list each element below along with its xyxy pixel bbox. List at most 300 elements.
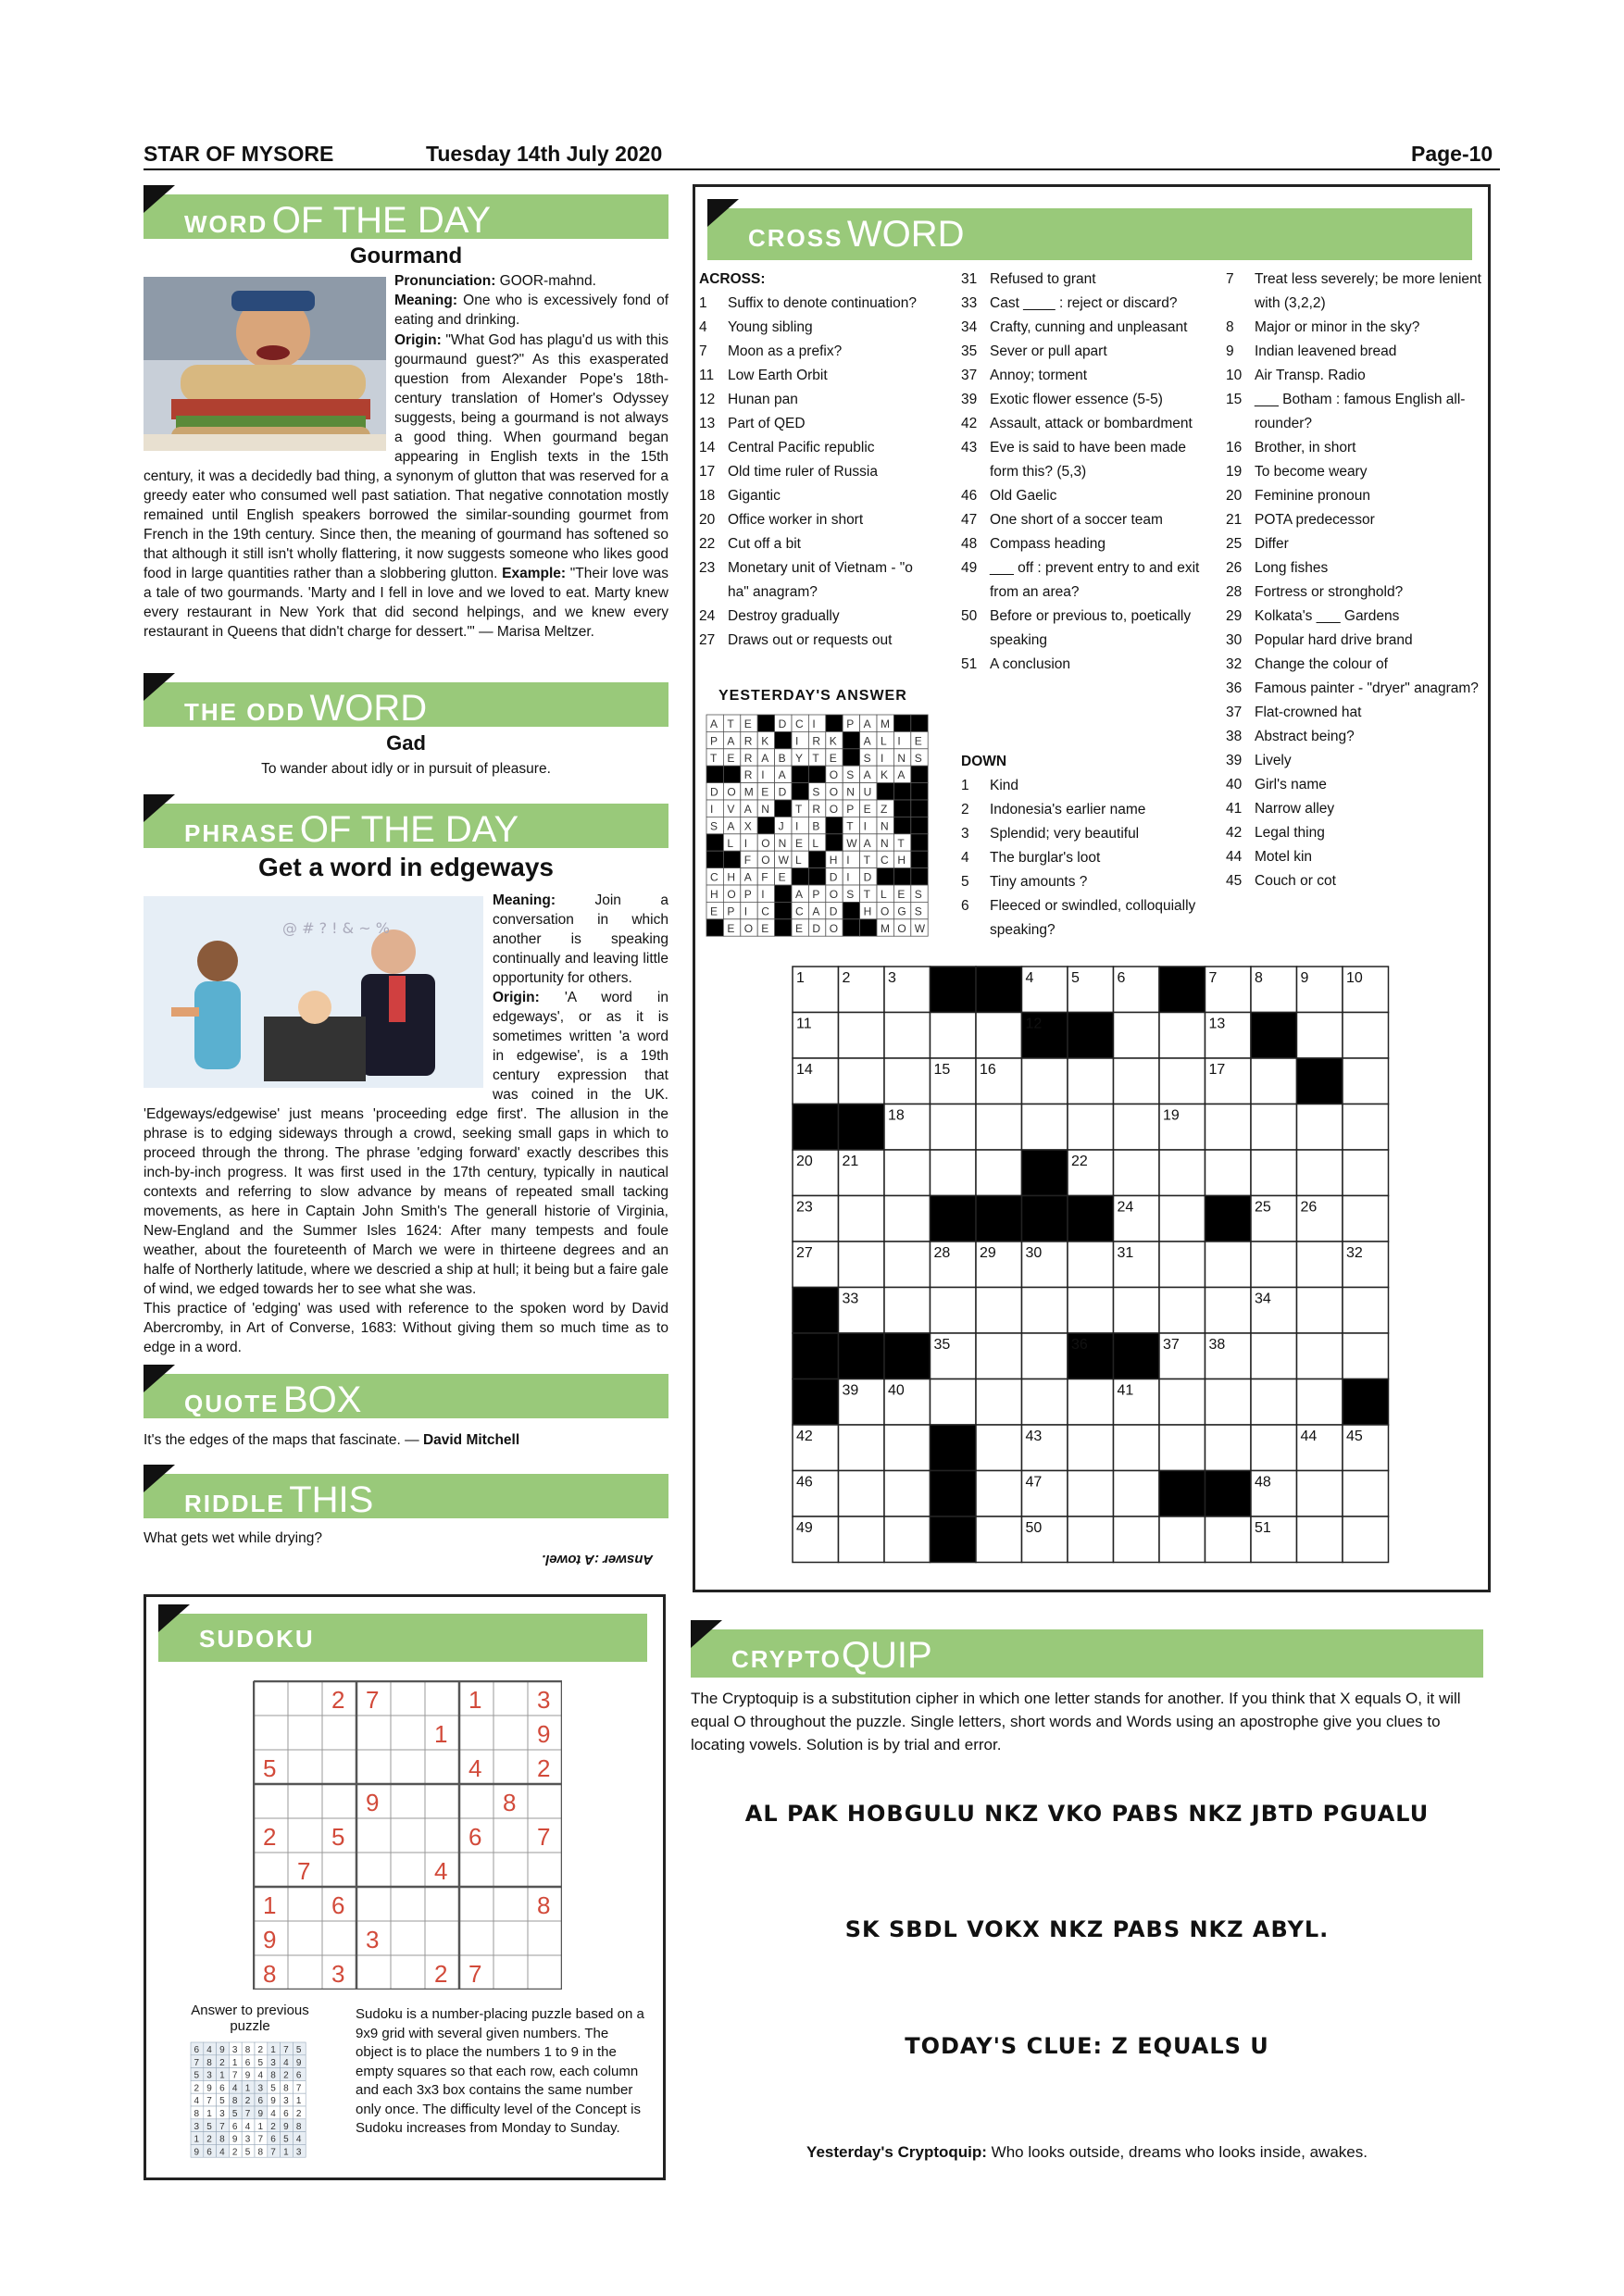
- answer-letter: E: [727, 921, 735, 935]
- clue-number-label: 45: [1346, 1429, 1363, 1444]
- crossword-cell[interactable]: [976, 1333, 1022, 1379]
- banner-small-text: RIDDLE: [184, 1490, 285, 1517]
- crossword-cell[interactable]: [1343, 1333, 1389, 1379]
- sudoku-cell[interactable]: [425, 1818, 459, 1853]
- quote-author: David Mitchell: [422, 1432, 520, 1448]
- clue-number-label: 18: [888, 1107, 905, 1124]
- answer-letter: O: [743, 921, 754, 935]
- sudoku-cell[interactable]: [254, 1784, 288, 1818]
- crossword-cell[interactable]: [1343, 1288, 1389, 1334]
- clue-number-label: 5: [1071, 970, 1080, 986]
- sudoku-cell[interactable]: [459, 1921, 493, 1955]
- crossword-cell[interactable]: [1159, 1242, 1206, 1288]
- crossword-cell[interactable]: [976, 1516, 1022, 1563]
- sudoku-cell[interactable]: [288, 1750, 322, 1784]
- sudoku-cell[interactable]: [425, 1750, 459, 1784]
- clue-number-label: 25: [1255, 1199, 1271, 1216]
- sudoku-answer-grid: [190, 2041, 306, 2158]
- answer-letter: E: [761, 921, 769, 935]
- clue-number-label: 47: [1025, 1474, 1043, 1491]
- answer-digit: 3: [270, 2057, 276, 2068]
- answer-letter: V: [727, 803, 735, 816]
- meaning-text: One who is excessively fond of eating and drinking.: [394, 293, 668, 328]
- answer-letter: C: [761, 905, 769, 918]
- clue-number-label: 26: [1300, 1199, 1318, 1216]
- clue-text: Abstract being?: [1255, 729, 1355, 744]
- crossword-cell[interactable]: [1068, 1058, 1114, 1104]
- crossword-cell[interactable]: [1159, 1379, 1206, 1426]
- clue-item: [1226, 556, 1485, 580]
- black-square: [775, 919, 792, 936]
- sudoku-cell[interactable]: [391, 1853, 425, 1887]
- sudoku-cell[interactable]: [493, 1921, 528, 1955]
- answer-digit: 5: [206, 2121, 212, 2132]
- clue-text: Central Pacific republic: [728, 440, 875, 455]
- crossword-cell[interactable]: [1114, 1013, 1160, 1059]
- crossword-cell[interactable]: [884, 1242, 931, 1288]
- answer-letter: K: [881, 768, 889, 782]
- cryptoquip-line-1: AL PAK HOBGULU NKZ VKO PABS NKZ JBTD PGUALU: [744, 1801, 1430, 1827]
- clue-number: 13: [699, 416, 716, 431]
- sudoku-cell[interactable]: [493, 1716, 528, 1750]
- answer-letter: I: [761, 768, 765, 782]
- sudoku-cell[interactable]: [391, 1681, 425, 1716]
- crossword-cell[interactable]: [1343, 1516, 1389, 1563]
- clue-text: Fleeced or swindled, colloquially speaking?: [990, 898, 1196, 938]
- crossword-cell[interactable]: [839, 1058, 885, 1104]
- crossword-cell[interactable]: [1297, 1288, 1343, 1334]
- sudoku-cell[interactable]: [493, 1818, 528, 1853]
- sudoku-cell[interactable]: [459, 1784, 493, 1818]
- crossword-cell[interactable]: [1206, 1425, 1252, 1471]
- crossword-cell[interactable]: [884, 1288, 931, 1334]
- crossword-cell[interactable]: [1297, 1013, 1343, 1059]
- crossword-cell[interactable]: [976, 1471, 1022, 1517]
- crossword-cell[interactable]: [1068, 1104, 1114, 1151]
- black-square: [843, 902, 859, 918]
- crossword-cell[interactable]: [1251, 1058, 1297, 1104]
- black-square: [775, 902, 792, 918]
- sudoku-cell[interactable]: [356, 1750, 391, 1784]
- black-square: [893, 715, 910, 731]
- answer-letter: A: [743, 803, 752, 816]
- crossword-cell[interactable]: [1343, 1196, 1389, 1242]
- sudoku-cell[interactable]: [391, 1887, 425, 1921]
- answer-letter: L: [727, 836, 734, 850]
- sudoku-cell[interactable]: [322, 1750, 356, 1784]
- crossword-cell[interactable]: [1343, 1104, 1389, 1151]
- phrase-origin-text: 'A word in edgeways', or as it is sometimes written 'a word in edgewise', is a 19th century expression that was coined in the UK. 'Edgeways/edgewise' just means 'proceeding edge first'. The allusion in the phrase is to edging sideways through a crowd, seeking small gaps in which to proceed through the throng. The phrase 'edging forward' exactly describes this inch-by-inch progress. It was first used in the 17th century, typically in nautical contexts and referring to slow advance by means of repeated small tacking movements, as here in Captain John Smith's The generall historie of Virginia, New-England and the Summer Isles 1624: After many tempests and foule weather, about the foureteenth of March we were in thirteene degrees and an halfe of Northerly latitude, where we descried a ship at hull; it being but a faire gale of wind, we edged towards her to see what she was.: [144, 990, 668, 1297]
- sudoku-given: 2: [331, 1686, 345, 1714]
- sudoku-cell[interactable]: [254, 1681, 288, 1716]
- crossword-cell[interactable]: [1068, 1379, 1114, 1426]
- crossword-cell[interactable]: [1159, 1196, 1206, 1242]
- answer-square: [843, 868, 859, 885]
- crossword-cell[interactable]: [1297, 1516, 1343, 1563]
- answer-digit: 1: [283, 2147, 289, 2158]
- clue-item: [961, 870, 1211, 894]
- answer-square: [893, 731, 910, 748]
- answer-digit: 8: [295, 2121, 302, 2132]
- answer-letter: H: [829, 854, 838, 867]
- sudoku-banner: [158, 1614, 647, 1662]
- answer-letter: M: [881, 718, 890, 730]
- clue-item: [1226, 869, 1485, 893]
- answer-letter: N: [761, 803, 769, 816]
- answer-digit: 2: [231, 2147, 238, 2158]
- answer-letter: I: [897, 734, 901, 748]
- sudoku-cell[interactable]: [356, 1716, 391, 1750]
- answer-letter: J: [778, 819, 784, 833]
- crossword-cell[interactable]: [884, 1516, 931, 1563]
- answer-square: [792, 731, 808, 748]
- sudoku-cell[interactable]: [391, 1750, 425, 1784]
- answer-digit: 9: [206, 2083, 212, 2094]
- crossword-cell[interactable]: [1297, 1104, 1343, 1151]
- clue-item: [1226, 340, 1485, 364]
- clue-number: 27: [699, 632, 716, 648]
- black-square: [793, 1333, 839, 1379]
- crossword-cell[interactable]: [976, 1150, 1022, 1196]
- crossword-cell[interactable]: [839, 1196, 885, 1242]
- black-square: [877, 868, 893, 885]
- crossword-cell[interactable]: [931, 1150, 977, 1196]
- answer-letter: Y: [795, 751, 804, 765]
- answer-digit: 1: [270, 2045, 276, 2055]
- clue-item: [1226, 460, 1485, 484]
- sudoku-cell[interactable]: [493, 1853, 528, 1887]
- sudoku-cell[interactable]: [322, 1853, 356, 1887]
- crossword-cell[interactable]: [1159, 1425, 1206, 1471]
- clue-item: [961, 653, 1211, 677]
- clue-text: Flat-crowned hat: [1255, 705, 1362, 720]
- crossword-cell[interactable]: [1251, 1379, 1297, 1426]
- clue-text: Before or previous to, poetically speaking: [990, 608, 1192, 648]
- crossword-cell[interactable]: [931, 1379, 977, 1426]
- answer-letter: L: [812, 836, 819, 850]
- clue-item: [961, 846, 1211, 870]
- answer-letter: S: [914, 888, 922, 901]
- clue-text: Couch or cot: [1255, 873, 1336, 889]
- sudoku-cell[interactable]: [459, 1853, 493, 1887]
- crossword-cell[interactable]: [1343, 1013, 1389, 1059]
- sudoku-cell[interactable]: [254, 1716, 288, 1750]
- black-square: [706, 834, 723, 851]
- answer-digit: 3: [219, 2109, 225, 2119]
- crossword-cell[interactable]: [1297, 1333, 1343, 1379]
- sudoku-cell[interactable]: [322, 1716, 356, 1750]
- crossword-cell[interactable]: [884, 1425, 931, 1471]
- sudoku-cell[interactable]: [391, 1955, 425, 1990]
- banner-wedge-icon: [144, 1365, 175, 1392]
- crossword-cell[interactable]: [1206, 1242, 1252, 1288]
- banner-wedge-icon: [144, 185, 175, 213]
- sudoku-cell[interactable]: [288, 1887, 322, 1921]
- clue-text: Exotic flower essence (5-5): [990, 392, 1163, 407]
- answer-digit: 5: [283, 2134, 289, 2145]
- clue-number: 28: [1226, 584, 1243, 600]
- crossword-cell[interactable]: [931, 1104, 977, 1151]
- answer-digit: 1: [194, 2134, 200, 2145]
- answer-letter: L: [795, 854, 802, 867]
- clue-number: 38: [1226, 729, 1243, 744]
- riddle-answer: Answer :A towel.: [542, 1552, 654, 1567]
- answer-letter: W: [778, 854, 789, 867]
- answer-letter: M: [881, 921, 890, 935]
- crossword-cell[interactable]: [1297, 1471, 1343, 1517]
- crossword-cell[interactable]: [1251, 1333, 1297, 1379]
- clue-number-label: 17: [1208, 1062, 1226, 1078]
- crossword-cell[interactable]: [839, 1471, 885, 1517]
- sudoku-given: 2: [434, 1960, 448, 1988]
- crossword-cell[interactable]: [1159, 1058, 1206, 1104]
- crossword-cell[interactable]: [976, 1104, 1022, 1151]
- clue-number-label: 39: [842, 1382, 859, 1399]
- crossword-cell[interactable]: [1159, 1150, 1206, 1196]
- clue-number: 50: [961, 608, 978, 624]
- clue-number-label: 7: [1208, 970, 1218, 986]
- sudoku-cell[interactable]: [322, 1921, 356, 1955]
- sudoku-cell[interactable]: [322, 1784, 356, 1818]
- answer-letter: T: [863, 888, 870, 901]
- answer-letter: E: [795, 921, 804, 935]
- sudoku-cell[interactable]: [288, 1681, 322, 1716]
- sudoku-cell[interactable]: [528, 1853, 562, 1887]
- answer-letter: O: [727, 785, 736, 799]
- banner-wedge-icon: [144, 1465, 175, 1492]
- answer-digit: 4: [270, 2109, 276, 2119]
- sudoku-cell[interactable]: [493, 1887, 528, 1921]
- word-of-day-banner: [144, 194, 668, 239]
- sudoku-cell[interactable]: [288, 1818, 322, 1853]
- sudoku-cell[interactable]: [493, 1750, 528, 1784]
- answer-letter: E: [863, 803, 871, 816]
- crossword-cell[interactable]: [884, 1471, 931, 1517]
- sudoku-cell[interactable]: [425, 1681, 459, 1716]
- sudoku-cell[interactable]: [425, 1887, 459, 1921]
- crossword-banner: [707, 208, 1472, 260]
- yesterday-cryptoquip-label: Yesterday's Cryptoquip:: [806, 2143, 987, 2161]
- answer-digit: 7: [295, 2083, 302, 2094]
- crossword-cell[interactable]: [1251, 1425, 1297, 1471]
- banner-wedge-icon: [691, 1620, 722, 1648]
- answer-letter: A: [863, 836, 871, 850]
- crossword-cell[interactable]: [839, 1242, 885, 1288]
- crossword-cell[interactable]: [1251, 1150, 1297, 1196]
- crossword-cell[interactable]: [839, 1425, 885, 1471]
- crossword-cell[interactable]: [1206, 1104, 1252, 1151]
- header-rule: [144, 168, 1500, 170]
- clue-number-label: 21: [842, 1154, 859, 1169]
- clue-number-label: 19: [1163, 1107, 1180, 1124]
- answer-letter: C: [795, 718, 804, 730]
- sudoku-given: 5: [263, 1754, 277, 1782]
- sudoku-cell[interactable]: [356, 1853, 391, 1887]
- crossword-cell[interactable]: [1114, 1471, 1160, 1517]
- crossword-cell[interactable]: [1297, 1242, 1343, 1288]
- sudoku-cell[interactable]: [493, 1955, 528, 1990]
- sudoku-cell[interactable]: [254, 1853, 288, 1887]
- answer-letter: N: [881, 819, 889, 833]
- crossword-cell[interactable]: [1114, 1150, 1160, 1196]
- clue-number: 21: [1226, 512, 1243, 528]
- crossword-cell[interactable]: [976, 1288, 1022, 1334]
- sudoku-cell[interactable]: [356, 1887, 391, 1921]
- crossword-cell[interactable]: [1159, 1013, 1206, 1059]
- crossword-cell[interactable]: [1206, 1379, 1252, 1426]
- crossword-cell[interactable]: [839, 1013, 885, 1059]
- sudoku-cell[interactable]: [425, 1784, 459, 1818]
- answer-letter: W: [846, 836, 857, 850]
- crossword-cell[interactable]: [1114, 1516, 1160, 1563]
- clue-text: Air Transp. Radio: [1255, 368, 1366, 383]
- answer-letter: I: [863, 819, 867, 833]
- sudoku-given: 7: [468, 1960, 482, 1988]
- crossword-cell[interactable]: [1114, 1425, 1160, 1471]
- sudoku-cell[interactable]: [425, 1921, 459, 1955]
- answer-digit: 6: [244, 2057, 251, 2068]
- clue-number: 20: [699, 512, 716, 528]
- answer-letter: D: [778, 785, 787, 799]
- sudoku-cell[interactable]: [288, 1955, 322, 1990]
- crossword-cell[interactable]: [1022, 1288, 1068, 1334]
- banner-wedge-icon: [158, 1604, 190, 1632]
- crossword-cell[interactable]: [1022, 1104, 1068, 1151]
- clue-number: 42: [961, 416, 978, 431]
- sudoku-cell[interactable]: [356, 1818, 391, 1853]
- sudoku-cell[interactable]: [493, 1681, 528, 1716]
- black-square: [793, 1104, 839, 1151]
- black-square: [843, 731, 859, 748]
- answer-letter: I: [795, 819, 799, 833]
- crossword-cell[interactable]: [1343, 1471, 1389, 1517]
- crossword-cell[interactable]: [1114, 1058, 1160, 1104]
- clue-item: [961, 412, 1211, 436]
- answer-square: [860, 817, 877, 833]
- crossword-cell[interactable]: [1251, 1242, 1297, 1288]
- answer-digit: 4: [206, 2045, 212, 2055]
- clue-text: Annoy; torment: [990, 368, 1088, 383]
- clue-text: Monetary unit of Vietnam - "o ha" anagram?: [728, 560, 913, 600]
- black-square: [1068, 1196, 1114, 1242]
- clue-number-label: 43: [1025, 1429, 1043, 1444]
- clue-number-label: 1: [796, 970, 805, 986]
- crossword-cell[interactable]: [931, 1013, 977, 1059]
- crossword-cell[interactable]: [884, 1013, 931, 1059]
- answer-letter: O: [829, 768, 839, 782]
- crossword-cell[interactable]: [1068, 1516, 1114, 1563]
- black-square: [706, 919, 723, 936]
- crossword-cell[interactable]: [1206, 1288, 1252, 1334]
- black-square: [808, 851, 825, 867]
- crossword-cell[interactable]: [1206, 1150, 1252, 1196]
- clue-text: Kind: [990, 778, 1019, 793]
- answer-letter: T: [727, 718, 734, 730]
- clue-number-label: 50: [1025, 1520, 1043, 1536]
- sudoku-cell[interactable]: [391, 1784, 425, 1818]
- clue-number-label: 51: [1255, 1520, 1271, 1536]
- crossword-cell[interactable]: [1297, 1150, 1343, 1196]
- sudoku-cell[interactable]: [528, 1955, 562, 1990]
- clue-number-label: 36: [1071, 1337, 1088, 1353]
- crossword-cell[interactable]: [1114, 1104, 1160, 1151]
- phrase-origin-block: [144, 988, 668, 1357]
- clue-item: [699, 412, 931, 436]
- answer-digit: 6: [231, 2121, 238, 2132]
- crossword-cell[interactable]: [1114, 1288, 1160, 1334]
- phrase-origin-text-2: This practice of 'edging' was used with reference to the spoken word by David Abercromby, in Art of Converse, 1683: Without giving them so much time as to edge in a word.: [144, 1301, 668, 1355]
- answer-digit: 8: [283, 2083, 289, 2094]
- sudoku-cell[interactable]: [356, 1955, 391, 1990]
- crossword-cell[interactable]: [1022, 1379, 1068, 1426]
- answer-digit: 6: [219, 2083, 225, 2094]
- crossword-cell[interactable]: [884, 1150, 931, 1196]
- answer-letter: A: [897, 768, 906, 782]
- answer-letter: H: [897, 854, 906, 867]
- crossword-cell[interactable]: [839, 1516, 885, 1563]
- crossword-cell[interactable]: [1343, 1058, 1389, 1104]
- sudoku-cell[interactable]: [391, 1921, 425, 1955]
- crossword-cell[interactable]: [1068, 1288, 1114, 1334]
- crossword-cell[interactable]: [1068, 1425, 1114, 1471]
- crossword-cell[interactable]: [976, 1425, 1022, 1471]
- crossword-cell[interactable]: [1343, 1150, 1389, 1196]
- clue-text: Moon as a prefix?: [728, 343, 843, 359]
- sudoku-cell[interactable]: [288, 1784, 322, 1818]
- clue-item: [961, 292, 1211, 316]
- crossword-cell[interactable]: [976, 1013, 1022, 1059]
- crossword-cell[interactable]: [1068, 1471, 1114, 1517]
- clue-number-label: 40: [888, 1382, 905, 1399]
- sudoku-cell[interactable]: [528, 1921, 562, 1955]
- sudoku-cell[interactable]: [288, 1716, 322, 1750]
- black-square: [808, 868, 825, 885]
- clue-number-label: 30: [1025, 1245, 1043, 1261]
- answer-letter: S: [710, 819, 718, 833]
- sudoku-cell[interactable]: [459, 1887, 493, 1921]
- clue-text: To become weary: [1255, 464, 1368, 480]
- crossword-cell[interactable]: [1022, 1058, 1068, 1104]
- banner-wedge-icon: [707, 199, 739, 227]
- answer-letter: T: [795, 803, 803, 816]
- clue-text: Differ: [1255, 536, 1289, 552]
- crossword-cell[interactable]: [884, 1058, 931, 1104]
- sudoku-cell[interactable]: [528, 1784, 562, 1818]
- clue-number-label: 3: [888, 970, 896, 986]
- crossword-cell[interactable]: [1068, 1242, 1114, 1288]
- crossword-cell[interactable]: [1297, 1379, 1343, 1426]
- crossword-cell[interactable]: [1159, 1516, 1206, 1563]
- sudoku-cell[interactable]: [391, 1818, 425, 1853]
- clue-text: POTA predecessor: [1255, 512, 1375, 528]
- sudoku-cell[interactable]: [288, 1921, 322, 1955]
- clue-item: [1226, 773, 1485, 797]
- sudoku-cell[interactable]: [391, 1716, 425, 1750]
- crossword-cell[interactable]: [1206, 1516, 1252, 1563]
- sudoku-cell[interactable]: [459, 1716, 493, 1750]
- black-square: [911, 766, 928, 782]
- crossword-cell[interactable]: [1022, 1333, 1068, 1379]
- crossword-cell[interactable]: [976, 1379, 1022, 1426]
- clue-text: Gigantic: [728, 488, 781, 504]
- answer-letter: O: [727, 888, 736, 901]
- crossword-cell[interactable]: [1159, 1288, 1206, 1334]
- crossword-cell[interactable]: [931, 1288, 977, 1334]
- banner-large-text: WORD: [309, 688, 428, 729]
- crossword-cell[interactable]: [884, 1196, 931, 1242]
- answer-digit: 2: [219, 2057, 225, 2068]
- crossword-cell[interactable]: [1251, 1104, 1297, 1151]
